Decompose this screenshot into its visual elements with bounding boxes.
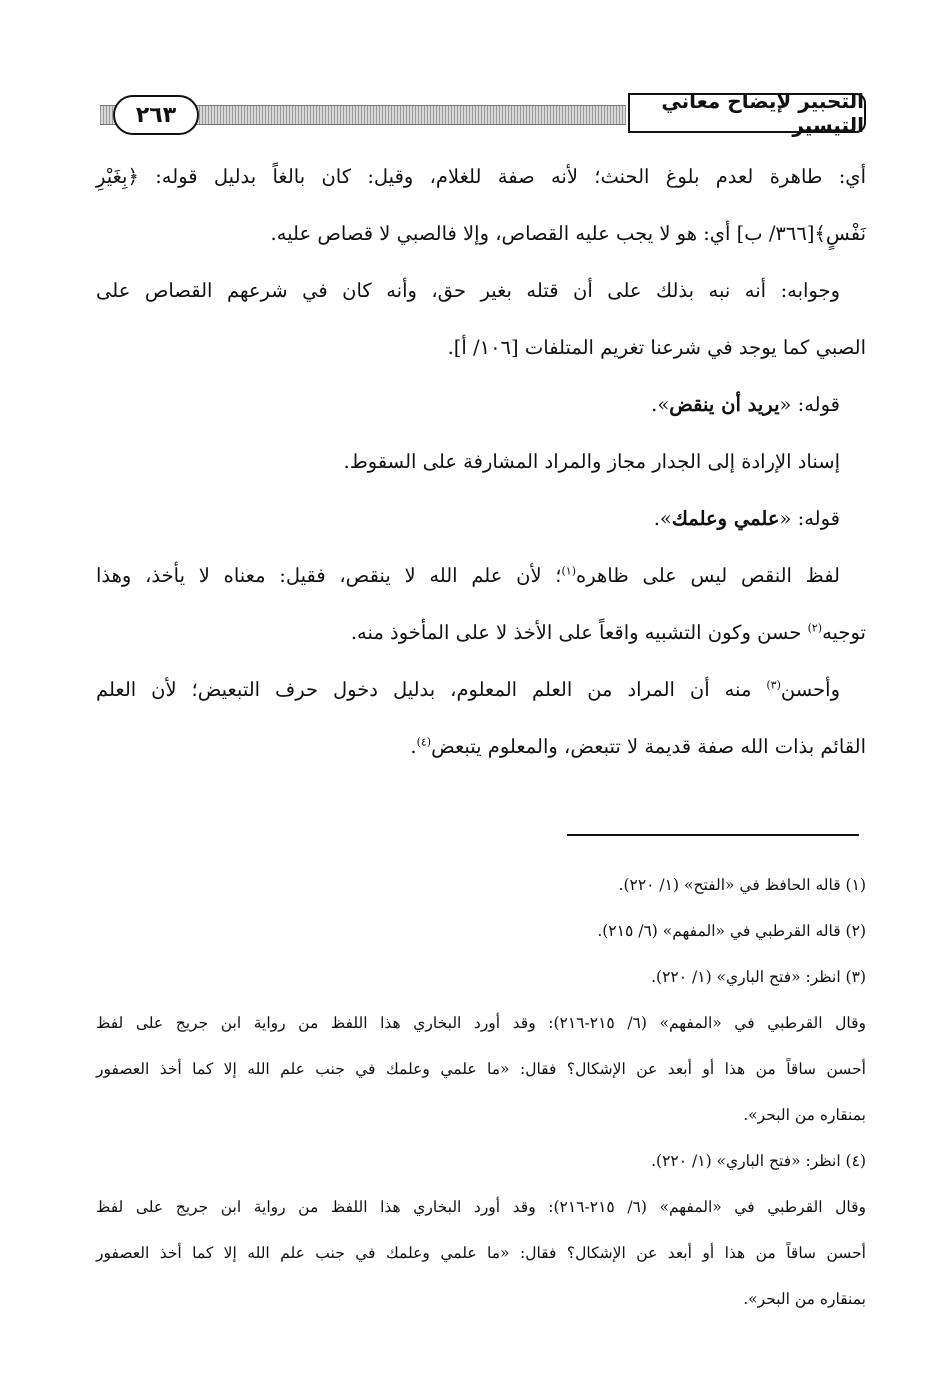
footnote-marker: (٣) — [766, 678, 781, 692]
footnote-2: (٢) قاله القرطبي في «المفهم» (٦/ ٢١٥). — [597, 922, 866, 940]
footnote-3-continuation-line-3: بمنقاره من البحر». — [743, 1106, 866, 1124]
paragraph-3: قوله: «يريد أن ينقض». — [651, 393, 840, 416]
footnote-3-continuation-line-1: وقال القرطبي في «المفهم» (٦/ ٢١٥-٢١٦): وقد أورد البخاري هذا اللفظ من رواية ابن جريج على لفظ — [96, 1014, 867, 1032]
paragraph-1-line-1: أي: طاهرة لعدم بلوغ الحنث؛ لأنه صفة للغلام، وقيل: كان بالغاً بدليل قوله: ﴿بِغَيْرِ — [96, 165, 866, 188]
footnote-4-continuation-line-1: وقال القرطبي في «المفهم» (٦/ ٢١٥-٢١٦): وقد أورد البخاري هذا اللفظ من رواية ابن جريج على لفظ — [96, 1198, 867, 1216]
paragraph-4: إسناد الإرادة إلى الجدار مجاز والمراد المشارفة على السقوط. — [343, 450, 840, 473]
page-number: ٢٦٣ — [113, 95, 199, 135]
paragraph-5: قوله: «علمي وعلمك». — [653, 507, 840, 530]
paragraph-6-line-1: لفظ النقص ليس على ظاهره$^{(١)}$؛ لأن علم الله لا ينقص، فقيل: معناه لا يأخذ، وهذا — [96, 564, 841, 587]
footnote-4: (٤) انظر: «فتح الباري» (١/ ٢٢٠). — [651, 1152, 866, 1170]
footnote-separator — [567, 834, 859, 836]
paragraph-1-line-2: نَفْسٍ﴾[٣٦٦/ ب] أي: هو لا يجب عليه القصاص، وإلا فالصبي لا قصاص عليه. — [270, 222, 866, 245]
footnote-3: (٣) انظر: «فتح الباري» (١/ ٢٢٠). — [651, 968, 866, 986]
footnote-marker: (٤) — [416, 735, 432, 749]
paragraph-7-line-1: وأحسن$^{(٣)}$ منه أن المراد من العلم المعلوم، بدليل دخول حرف التبعيض؛ لأن العلم — [96, 678, 840, 701]
footnotes — [96, 862, 866, 1322]
main-text — [96, 148, 866, 775]
footnote-marker: (٢) — [807, 621, 823, 635]
footnote-marker: (١) — [561, 564, 577, 578]
paragraph-7-line-2: القائم بذات الله صفة قديمة لا تتبعض، والمعلوم يتبعض$^{(٤)}$. — [410, 735, 866, 758]
footnote-4-continuation-line-2: أحسن ساقاً من هذا أو أبعد عن الإشكال؟ فقال: «ما علمي وعلمك في جنب علم الله إلا كما أخذ العصفور — [96, 1244, 866, 1262]
quoted-phrase: يريد أن ينقض — [669, 393, 780, 416]
footnote-3-continuation-line-2: أحسن ساقاً من هذا أو أبعد عن الإشكال؟ فقال: «ما علمي وعلمك في جنب علم الله إلا كما أخذ العصفور — [96, 1060, 866, 1078]
paragraph-2-line-2: الصبي كما يوجد في شرعنا تغريم المتلفات [١٠٦/ أ]. — [447, 336, 866, 359]
footnote-1: (١) قاله الحافظ في «الفتح» (١/ ٢٢٠). — [618, 876, 866, 894]
quoted-phrase: علمي وعلمك — [671, 507, 780, 530]
book-title: التحبير لإيضاح معاني التيسير — [628, 93, 866, 133]
paragraph-6-line-2: توجيه$^{(٢)}$ حسن وكون التشبيه واقعاً على الأخذ لا على المأخوذ منه. — [350, 621, 866, 644]
footnote-4-continuation-line-3: بمنقاره من البحر». — [743, 1290, 866, 1308]
paragraph-2-line-1: وجوابه: أنه نبه بذلك على أن قتله بغير حق، وأنه كان في شرعهم القصاص على — [96, 279, 840, 302]
page-header — [100, 89, 866, 139]
